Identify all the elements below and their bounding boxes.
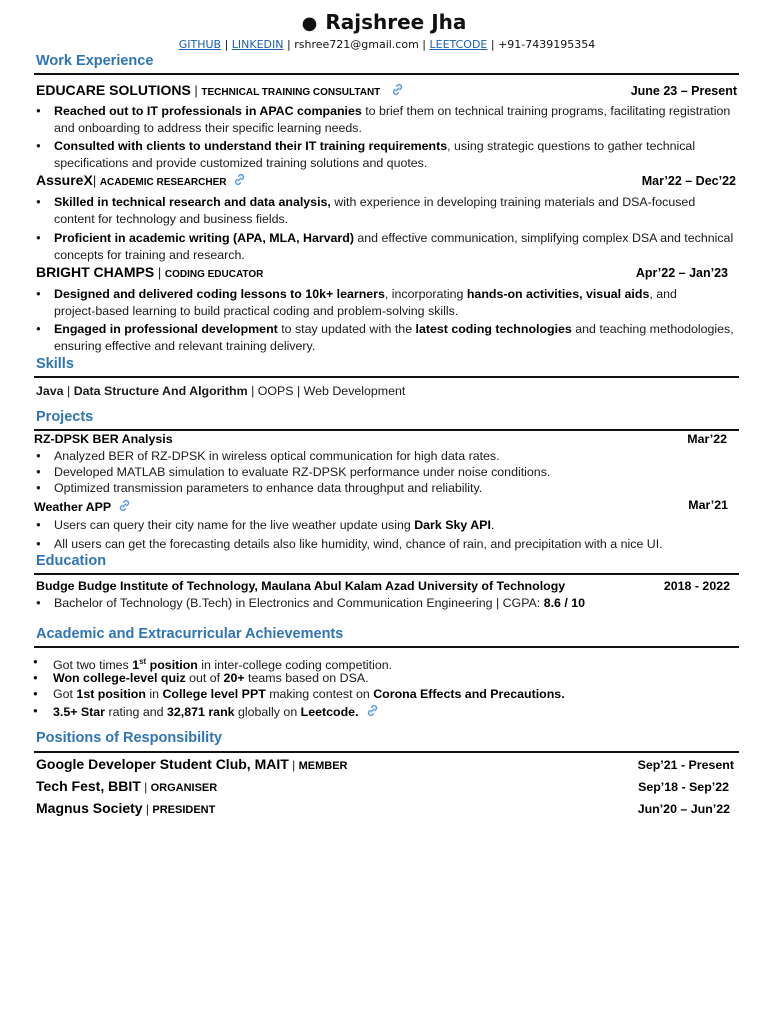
list-item: ● Optimized transmission parameters to enhance data throughput and reliability.	[36, 480, 766, 497]
link-icon[interactable]	[232, 172, 247, 188]
company-name: EDUCARE SOLUTIONS	[36, 82, 191, 98]
position-date: Sep’21 - Present	[637, 758, 734, 772]
skills-list: Java | Data Structure And Algorithm | OOPS | Web Development	[36, 384, 406, 398]
list-item: ● Bachelor of Technology (B.Tech) in Electronics and Communication Engineering | CGPA: 8.6 / 10	[36, 595, 766, 612]
list-item: ● Analyzed BER of RZ-DPSK in wireless optical communication for high data rates.	[36, 448, 766, 465]
list-item: ● Proficient in academic writing (APA, MLA, Harvard) and effective communication, simplifying complex DSA and technical concepts for training and research.	[36, 230, 768, 263]
position-role: ORGANISER	[150, 782, 218, 794]
section-divider	[34, 73, 739, 75]
project-date: Mar’22	[687, 432, 727, 446]
position-date: Jun’20 – Jun’22	[637, 802, 730, 816]
link-icon[interactable]	[117, 498, 132, 514]
section-divider	[34, 573, 739, 575]
work-section-title: Work Experience	[36, 53, 154, 69]
list-item: ● Users can query their city name for the live weather update using Dark Sky API.	[36, 517, 768, 534]
link-icon[interactable]	[365, 703, 380, 721]
list-item: ● Engaged in professional development to stay updated with the latest coding technologies and teaching methodologies, ensuring effective and relevant training delivery.	[36, 321, 768, 354]
phone-text: +91-7439195354	[498, 38, 596, 51]
project-name: RZ-DPSK BER Analysis	[34, 432, 173, 446]
list-item: ● 3.5+ Star rating and 32,871 rank globally on Leetcode.	[33, 703, 765, 721]
project-header	[34, 498, 132, 514]
education-date: 2018 - 2022	[663, 579, 730, 593]
list-item: ● Consulted with clients to understand their IT training requirements, using strategic questions to gather technical specifications and provide customized training solutions and quotes.	[36, 138, 766, 171]
achievements-section-title: Academic and Extracurricular Achievements	[36, 626, 344, 642]
position-org: Google Developer Student Club, MAIT	[36, 756, 289, 772]
job-role: ACADEMIC RESEARCHER	[99, 177, 227, 188]
position-role: PRESIDENT	[152, 804, 216, 816]
education-section-title: Education	[36, 553, 107, 569]
email-text: rshree721@gmail.com	[294, 38, 419, 51]
project-date: Mar’21	[688, 498, 728, 512]
school-name: Budge Budge Institute of Technology, Maulana Abul Kalam Azad University of Technology	[36, 579, 566, 593]
section-divider	[34, 429, 739, 431]
job-date: June 23 – Present	[630, 84, 737, 98]
projects-section-title: Projects	[36, 409, 94, 425]
section-divider	[34, 646, 739, 648]
positions-section-title: Positions of Responsibility	[36, 730, 223, 746]
list-item: ● Skilled in technical research and data analysis, with experience in developing training materials and DSA-focused content for technology and business fields.	[36, 194, 766, 227]
section-divider	[34, 376, 739, 378]
list-item: ● Got 1st position in College level PPT making contest on Corona Effects and Precautions.	[33, 686, 765, 703]
job-date: Apr’22 – Jan’23	[635, 266, 728, 280]
position-date: Sep’18 - Sep’22	[638, 780, 729, 794]
job-date: Mar’22 – Dec’22	[641, 174, 736, 188]
leetcode-link[interactable]: LEETCODE	[429, 38, 488, 51]
position-row: Magnus Society | PRESIDENT	[36, 800, 216, 816]
job-header: EDUCARE SOLUTIONS | TECHNICAL TRAINING CONSULTANT	[36, 82, 405, 98]
skill-item: Data Structure And Algorithm	[73, 384, 248, 398]
contact-line: GITHUB | LINKEDIN | rshree721@gmail.com | LEETCODE | +91-7439195354	[178, 38, 596, 51]
job-header: AssureX| ACADEMIC RESEARCHER	[36, 172, 247, 188]
list-item: ● Won college-level quiz out of 20+ teams based on DSA.	[33, 670, 765, 687]
position-role: MEMBER	[298, 760, 348, 772]
company-name: BRIGHT CHAMPS	[36, 264, 155, 280]
list-item: ● Developed MATLAB simulation to evaluate RZ-DPSK performance under noise conditions.	[36, 464, 766, 481]
job-role: TECHNICAL TRAINING CONSULTANT	[201, 87, 381, 98]
job-header: BRIGHT CHAMPS | CODING EDUCATOR	[36, 264, 264, 280]
list-item: ● All users can get the forecasting details also like humidity, wind, chance of rain, and precipitation with a nice UI.	[36, 536, 768, 553]
list-item: ● Reached out to IT professionals in APAC companies to brief them on technical training programs, facilitating registration and onboarding to address their specific learning needs.	[36, 103, 766, 136]
company-name: AssureX	[36, 172, 93, 188]
skill-item: OOPS	[257, 384, 294, 398]
skill-item: Java	[36, 384, 64, 398]
list-item: ● Designed and delivered coding lessons to 10k+ learners, incorporating hands-on activities, visual aids, and project-based learning to build practical coding and problem-solving skills.	[36, 286, 766, 319]
project-name: Weather APP	[34, 500, 112, 514]
github-link[interactable]: GITHUB	[178, 38, 222, 51]
position-org: Tech Fest, BBIT	[36, 778, 141, 794]
section-divider	[34, 751, 739, 753]
position-row: Google Developer Student Club, MAIT | MEMBER	[36, 756, 348, 772]
candidate-name: ● Rajshree Jha	[301, 10, 467, 34]
link-icon[interactable]	[390, 82, 405, 98]
skills-section-title: Skills	[36, 356, 74, 372]
bullet-dot-icon: ●	[301, 13, 318, 34]
job-role: CODING EDUCATOR	[164, 269, 264, 280]
list-item: ● Got two times 1st position in inter-college coding competition.	[33, 654, 765, 674]
skill-item: Web Development	[303, 384, 406, 398]
linkedin-link[interactable]: LINKEDIN	[231, 38, 284, 51]
position-org: Magnus Society	[36, 800, 143, 816]
position-row: Tech Fest, BBIT | ORGANISER	[36, 778, 218, 794]
